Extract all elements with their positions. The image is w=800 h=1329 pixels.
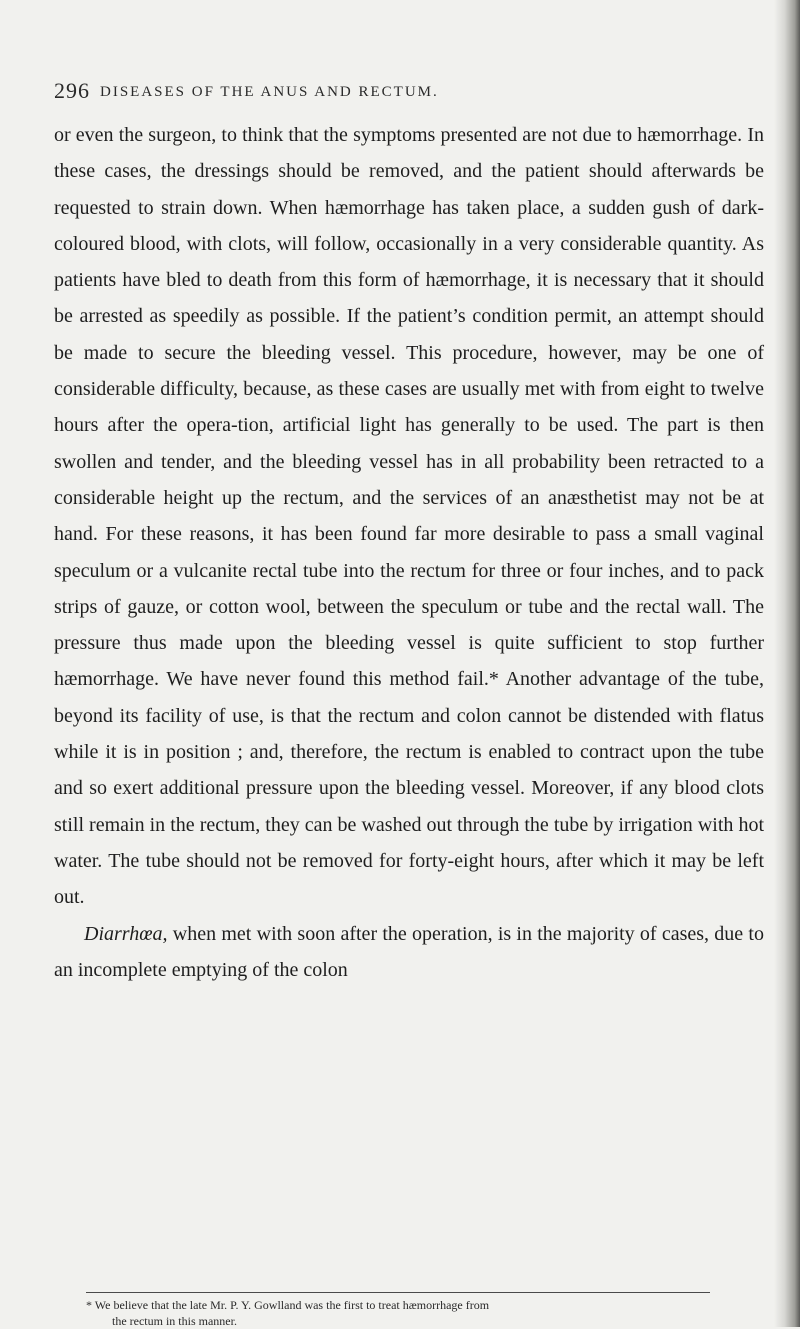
italic-term: Diarrhœa,: [84, 922, 168, 945]
footnote-divider: [86, 1292, 710, 1293]
running-head: DISEASES OF THE ANUS AND RECTUM.: [100, 84, 439, 100]
body-text: [54, 117, 764, 988]
page-number: 296: [54, 78, 90, 103]
footnote: [86, 1297, 746, 1329]
page-header: [54, 78, 754, 108]
paragraph: [54, 916, 764, 989]
footnote-line: * We believe that the late Mr. P. Y. Gowlland was the first to treat hæmorrhage from: [86, 1298, 490, 1312]
paragraph: or even the surgeon, to think that the symptoms presented are not due to hæmorrhage. In these cases, the dressings should be removed, and the patient should afterwards be requested to strain down. When hæmorrhage has taken place, a sudden gush of dark-coloured blood, with clots, will follow, occasionally in a very considerable quantity. As patients have bled to death from this form of hæmorrhage, it is necessary that it should be arrested as speedily as possible. If the patient’s condition permit, an attempt should be made to secure the bleeding vessel. This procedure, however, may be one of considerable difficulty, because, as these cases are usually met with from eight to twelve hours after the opera-tion, artificial light has generally to be used. The part is then swollen and tender, and the bleeding vessel has in all probability been retracted to a considerable height up the rectum, and the services of an anæsthetist may not be at hand. For these reasons, it has been found far more desirable to pass a small vaginal speculum or a vulcanite rectal tube into the rectum for three or four inches, and to pack strips of gauze, or cotton wool, between the speculum or tube and the rectal wall. The pressure thus made upon the bleeding vessel is quite sufficient to stop further hæmorrhage. We have never found this method fail.* Another advantage of the tube, beyond its facility of use, is that the rectum and colon cannot be distended with flatus while it is in position ; and, therefore, the rectum is enabled to contract upon the tube and so exert additional pressure upon the bleeding vessel. Moreover, if any blood clots still remain in the rectum, they can be washed out through the tube by irrigation with hot water. The tube should not be removed for forty-eight hours, after which it may be left out.: [54, 124, 764, 909]
paragraph-text: when met with soon after the operation, is in the majority of cases, due to an incomplete emptying of the colon: [54, 922, 764, 981]
footnote-line: the rectum in this manner.: [112, 1314, 237, 1328]
page-edge-shadow: [774, 0, 800, 1327]
